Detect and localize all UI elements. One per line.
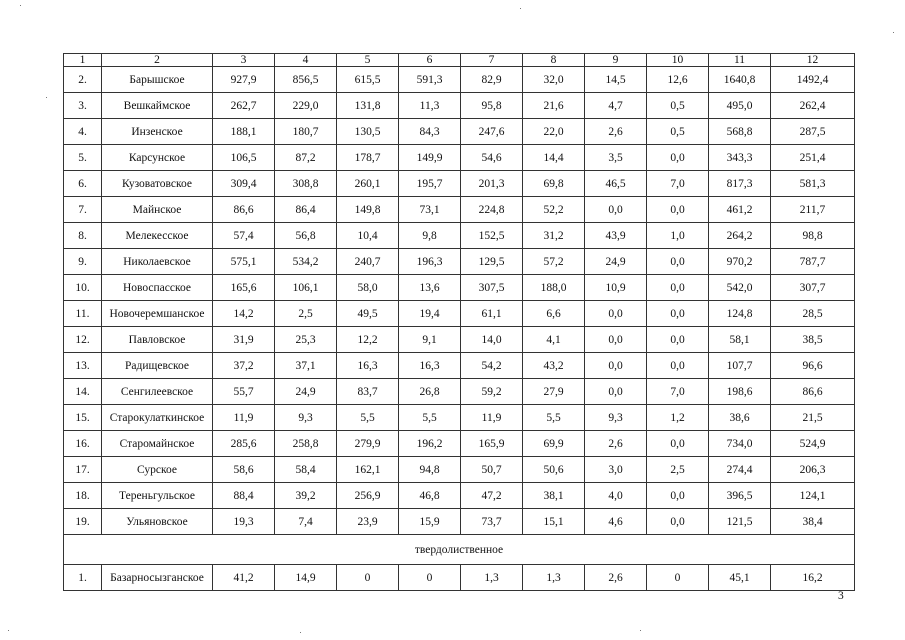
district-name-cell: Кузоватовское bbox=[102, 171, 213, 197]
district-name-cell: Барышское bbox=[102, 67, 213, 93]
value-cell: 734,0 bbox=[709, 431, 771, 457]
value-cell: 0,0 bbox=[647, 301, 709, 327]
value-cell: 0,0 bbox=[585, 197, 647, 223]
value-cell: 152,5 bbox=[461, 223, 523, 249]
value-cell: 21,6 bbox=[523, 93, 585, 119]
value-cell: 0,0 bbox=[585, 327, 647, 353]
row-number-cell: 8. bbox=[64, 223, 102, 249]
data-table bbox=[63, 53, 855, 591]
value-cell: 9,8 bbox=[399, 223, 461, 249]
value-cell: 149,9 bbox=[399, 145, 461, 171]
column-header: 7 bbox=[461, 54, 523, 67]
value-cell: 106,5 bbox=[213, 145, 275, 171]
value-cell: 43,9 bbox=[585, 223, 647, 249]
value-cell: 24,9 bbox=[275, 379, 337, 405]
value-cell: 50,6 bbox=[523, 457, 585, 483]
value-cell: 86,6 bbox=[771, 379, 855, 405]
row-number-cell: 11. bbox=[64, 301, 102, 327]
value-cell: 0,0 bbox=[647, 509, 709, 535]
value-cell: 73,1 bbox=[399, 197, 461, 223]
value-cell: 19,3 bbox=[213, 509, 275, 535]
value-cell: 309,4 bbox=[213, 171, 275, 197]
value-cell: 61,1 bbox=[461, 301, 523, 327]
value-cell: 56,8 bbox=[275, 223, 337, 249]
row-number-cell: 9. bbox=[64, 249, 102, 275]
value-cell: 6,6 bbox=[523, 301, 585, 327]
district-name-cell: Радищевское bbox=[102, 353, 213, 379]
value-cell: 14,9 bbox=[275, 565, 337, 591]
value-cell: 229,0 bbox=[275, 93, 337, 119]
value-cell: 0,0 bbox=[647, 353, 709, 379]
value-cell: 0,0 bbox=[647, 197, 709, 223]
table-row bbox=[64, 379, 855, 405]
value-cell: 38,5 bbox=[771, 327, 855, 353]
value-cell: 4,6 bbox=[585, 509, 647, 535]
page-number: 3 bbox=[838, 590, 844, 602]
section-row bbox=[64, 535, 855, 565]
row-number-cell: 17. bbox=[64, 457, 102, 483]
column-header: 9 bbox=[585, 54, 647, 67]
column-header: 2 bbox=[102, 54, 213, 67]
column-header: 11 bbox=[709, 54, 771, 67]
value-cell: 54,2 bbox=[461, 353, 523, 379]
value-cell: 258,8 bbox=[275, 431, 337, 457]
value-cell: 262,7 bbox=[213, 93, 275, 119]
value-cell: 95,8 bbox=[461, 93, 523, 119]
value-cell: 9,3 bbox=[585, 405, 647, 431]
district-name-cell: Инзенское bbox=[102, 119, 213, 145]
value-cell: 27,9 bbox=[523, 379, 585, 405]
value-cell: 121,5 bbox=[709, 509, 771, 535]
value-cell: 7,4 bbox=[275, 509, 337, 535]
table-row bbox=[64, 483, 855, 509]
value-cell: 188,1 bbox=[213, 119, 275, 145]
value-cell: 11,9 bbox=[461, 405, 523, 431]
table-row bbox=[64, 93, 855, 119]
value-cell: 195,7 bbox=[399, 171, 461, 197]
value-cell: 0,0 bbox=[585, 301, 647, 327]
value-cell: 11,9 bbox=[213, 405, 275, 431]
district-name-cell: Вешкаймское bbox=[102, 93, 213, 119]
value-cell: 534,2 bbox=[275, 249, 337, 275]
value-cell: 0,0 bbox=[647, 249, 709, 275]
value-cell: 9,3 bbox=[275, 405, 337, 431]
table-row bbox=[64, 565, 855, 591]
value-cell: 461,2 bbox=[709, 197, 771, 223]
value-cell: 28,5 bbox=[771, 301, 855, 327]
column-header: 4 bbox=[275, 54, 337, 67]
value-cell: 16,3 bbox=[337, 353, 399, 379]
table-row bbox=[64, 301, 855, 327]
table-row bbox=[64, 509, 855, 535]
value-cell: 23,9 bbox=[337, 509, 399, 535]
value-cell: 52,2 bbox=[523, 197, 585, 223]
value-cell: 46,5 bbox=[585, 171, 647, 197]
value-cell: 1,3 bbox=[461, 565, 523, 591]
value-cell: 21,5 bbox=[771, 405, 855, 431]
district-name-cell: Сурское bbox=[102, 457, 213, 483]
row-number-cell: 15. bbox=[64, 405, 102, 431]
value-cell: 19,4 bbox=[399, 301, 461, 327]
table-row bbox=[64, 275, 855, 301]
table-row bbox=[64, 197, 855, 223]
value-cell: 1,0 bbox=[647, 223, 709, 249]
row-number-cell: 13. bbox=[64, 353, 102, 379]
value-cell: 5,5 bbox=[523, 405, 585, 431]
value-cell: 26,8 bbox=[399, 379, 461, 405]
value-cell: 178,7 bbox=[337, 145, 399, 171]
value-cell: 107,7 bbox=[709, 353, 771, 379]
value-cell: 58,4 bbox=[275, 457, 337, 483]
value-cell: 24,9 bbox=[585, 249, 647, 275]
table-row bbox=[64, 327, 855, 353]
row-number-cell: 12. bbox=[64, 327, 102, 353]
value-cell: 31,2 bbox=[523, 223, 585, 249]
value-cell: 165,9 bbox=[461, 431, 523, 457]
value-cell: 49,5 bbox=[337, 301, 399, 327]
value-cell: 927,9 bbox=[213, 67, 275, 93]
value-cell: 240,7 bbox=[337, 249, 399, 275]
district-name-cell: Николаевское bbox=[102, 249, 213, 275]
value-cell: 7,0 bbox=[647, 379, 709, 405]
value-cell: 201,3 bbox=[461, 171, 523, 197]
district-name-cell: Новоспасское bbox=[102, 275, 213, 301]
value-cell: 0,0 bbox=[585, 353, 647, 379]
table-row bbox=[64, 405, 855, 431]
row-number-cell: 10. bbox=[64, 275, 102, 301]
value-cell: 3,5 bbox=[585, 145, 647, 171]
value-cell: 9,1 bbox=[399, 327, 461, 353]
value-cell: 69,9 bbox=[523, 431, 585, 457]
value-cell: 196,2 bbox=[399, 431, 461, 457]
table-row bbox=[64, 353, 855, 379]
value-cell: 16,2 bbox=[771, 565, 855, 591]
district-name-cell: Тереньгульское bbox=[102, 483, 213, 509]
value-cell: 0,0 bbox=[647, 431, 709, 457]
table-row bbox=[64, 249, 855, 275]
value-cell: 57,4 bbox=[213, 223, 275, 249]
column-header: 5 bbox=[337, 54, 399, 67]
value-cell: 343,3 bbox=[709, 145, 771, 171]
value-cell: 124,8 bbox=[709, 301, 771, 327]
value-cell: 130,5 bbox=[337, 119, 399, 145]
value-cell: 16,3 bbox=[399, 353, 461, 379]
value-cell: 1,3 bbox=[523, 565, 585, 591]
value-cell: 0,0 bbox=[647, 483, 709, 509]
district-name-cell: Павловское bbox=[102, 327, 213, 353]
value-cell: 575,1 bbox=[213, 249, 275, 275]
value-cell: 1492,4 bbox=[771, 67, 855, 93]
table-row bbox=[64, 171, 855, 197]
value-cell: 87,2 bbox=[275, 145, 337, 171]
value-cell: 38,1 bbox=[523, 483, 585, 509]
value-cell: 0 bbox=[647, 565, 709, 591]
column-header: 12 bbox=[771, 54, 855, 67]
value-cell: 45,1 bbox=[709, 565, 771, 591]
value-cell: 86,4 bbox=[275, 197, 337, 223]
value-cell: 0,0 bbox=[647, 145, 709, 171]
value-cell: 1640,8 bbox=[709, 67, 771, 93]
value-cell: 224,8 bbox=[461, 197, 523, 223]
table-row bbox=[64, 457, 855, 483]
value-cell: 94,8 bbox=[399, 457, 461, 483]
column-header: 10 bbox=[647, 54, 709, 67]
table-row bbox=[64, 223, 855, 249]
value-cell: 13,6 bbox=[399, 275, 461, 301]
value-cell: 149,8 bbox=[337, 197, 399, 223]
district-name-cell: Базарносызганское bbox=[102, 565, 213, 591]
value-cell: 10,9 bbox=[585, 275, 647, 301]
value-cell: 581,3 bbox=[771, 171, 855, 197]
value-cell: 188,0 bbox=[523, 275, 585, 301]
value-cell: 11,3 bbox=[399, 93, 461, 119]
column-header: 6 bbox=[399, 54, 461, 67]
value-cell: 5,5 bbox=[337, 405, 399, 431]
value-cell: 2,5 bbox=[275, 301, 337, 327]
value-cell: 14,5 bbox=[585, 67, 647, 93]
table-row bbox=[64, 67, 855, 93]
value-cell: 129,5 bbox=[461, 249, 523, 275]
value-cell: 856,5 bbox=[275, 67, 337, 93]
value-cell: 568,8 bbox=[709, 119, 771, 145]
value-cell: 396,5 bbox=[709, 483, 771, 509]
value-cell: 196,3 bbox=[399, 249, 461, 275]
value-cell: 15,1 bbox=[523, 509, 585, 535]
value-cell: 124,1 bbox=[771, 483, 855, 509]
row-number-cell: 19. bbox=[64, 509, 102, 535]
value-cell: 14,0 bbox=[461, 327, 523, 353]
value-cell: 1,2 bbox=[647, 405, 709, 431]
value-cell: 251,4 bbox=[771, 145, 855, 171]
value-cell: 162,1 bbox=[337, 457, 399, 483]
value-cell: 46,8 bbox=[399, 483, 461, 509]
value-cell: 307,5 bbox=[461, 275, 523, 301]
value-cell: 7,0 bbox=[647, 171, 709, 197]
value-cell: 211,7 bbox=[771, 197, 855, 223]
value-cell: 10,4 bbox=[337, 223, 399, 249]
value-cell: 0,0 bbox=[647, 327, 709, 353]
value-cell: 106,1 bbox=[275, 275, 337, 301]
value-cell: 247,6 bbox=[461, 119, 523, 145]
column-header: 1 bbox=[64, 54, 102, 67]
value-cell: 970,2 bbox=[709, 249, 771, 275]
value-cell: 96,6 bbox=[771, 353, 855, 379]
value-cell: 32,0 bbox=[523, 67, 585, 93]
value-cell: 2,6 bbox=[585, 431, 647, 457]
value-cell: 180,7 bbox=[275, 119, 337, 145]
value-cell: 256,9 bbox=[337, 483, 399, 509]
value-cell: 41,2 bbox=[213, 565, 275, 591]
value-cell: 165,6 bbox=[213, 275, 275, 301]
row-number-cell: 4. bbox=[64, 119, 102, 145]
value-cell: 5,5 bbox=[399, 405, 461, 431]
value-cell: 260,1 bbox=[337, 171, 399, 197]
district-name-cell: Сенгилеевское bbox=[102, 379, 213, 405]
value-cell: 82,9 bbox=[461, 67, 523, 93]
value-cell: 37,2 bbox=[213, 353, 275, 379]
value-cell: 307,7 bbox=[771, 275, 855, 301]
value-cell: 2,5 bbox=[647, 457, 709, 483]
value-cell: 2,6 bbox=[585, 119, 647, 145]
district-name-cell: Ульяновское bbox=[102, 509, 213, 535]
value-cell: 12,6 bbox=[647, 67, 709, 93]
value-cell: 47,2 bbox=[461, 483, 523, 509]
value-cell: 131,8 bbox=[337, 93, 399, 119]
column-header: 3 bbox=[213, 54, 275, 67]
value-cell: 88,4 bbox=[213, 483, 275, 509]
value-cell: 4,7 bbox=[585, 93, 647, 119]
value-cell: 3,0 bbox=[585, 457, 647, 483]
value-cell: 54,6 bbox=[461, 145, 523, 171]
value-cell: 308,8 bbox=[275, 171, 337, 197]
value-cell: 58,0 bbox=[337, 275, 399, 301]
value-cell: 198,6 bbox=[709, 379, 771, 405]
value-cell: 0,5 bbox=[647, 93, 709, 119]
header-row bbox=[64, 54, 855, 67]
value-cell: 264,2 bbox=[709, 223, 771, 249]
value-cell: 591,3 bbox=[399, 67, 461, 93]
value-cell: 22,0 bbox=[523, 119, 585, 145]
value-cell: 86,6 bbox=[213, 197, 275, 223]
value-cell: 0,0 bbox=[647, 275, 709, 301]
value-cell: 84,3 bbox=[399, 119, 461, 145]
value-cell: 262,4 bbox=[771, 93, 855, 119]
district-name-cell: Мелекесское bbox=[102, 223, 213, 249]
district-name-cell: Карсунское bbox=[102, 145, 213, 171]
value-cell: 31,9 bbox=[213, 327, 275, 353]
value-cell: 73,7 bbox=[461, 509, 523, 535]
value-cell: 279,9 bbox=[337, 431, 399, 457]
value-cell: 14,4 bbox=[523, 145, 585, 171]
row-number-cell: 6. bbox=[64, 171, 102, 197]
value-cell: 4,0 bbox=[585, 483, 647, 509]
value-cell: 83,7 bbox=[337, 379, 399, 405]
value-cell: 58,1 bbox=[709, 327, 771, 353]
table-row bbox=[64, 145, 855, 171]
row-number-cell: 2. bbox=[64, 67, 102, 93]
value-cell: 59,2 bbox=[461, 379, 523, 405]
value-cell: 50,7 bbox=[461, 457, 523, 483]
value-cell: 14,2 bbox=[213, 301, 275, 327]
value-cell: 0,5 bbox=[647, 119, 709, 145]
table-row bbox=[64, 431, 855, 457]
value-cell: 524,9 bbox=[771, 431, 855, 457]
section-title: твердолиственное bbox=[64, 535, 855, 565]
value-cell: 274,4 bbox=[709, 457, 771, 483]
value-cell: 37,1 bbox=[275, 353, 337, 379]
column-header: 8 bbox=[523, 54, 585, 67]
value-cell: 39,2 bbox=[275, 483, 337, 509]
row-number-cell: 5. bbox=[64, 145, 102, 171]
value-cell: 15,9 bbox=[399, 509, 461, 535]
value-cell: 542,0 bbox=[709, 275, 771, 301]
value-cell: 12,2 bbox=[337, 327, 399, 353]
value-cell: 43,2 bbox=[523, 353, 585, 379]
district-name-cell: Старомайнское bbox=[102, 431, 213, 457]
value-cell: 55,7 bbox=[213, 379, 275, 405]
value-cell: 4,1 bbox=[523, 327, 585, 353]
value-cell: 25,3 bbox=[275, 327, 337, 353]
district-name-cell: Новочеремшанское bbox=[102, 301, 213, 327]
value-cell: 817,3 bbox=[709, 171, 771, 197]
row-number-cell: 3. bbox=[64, 93, 102, 119]
value-cell: 98,8 bbox=[771, 223, 855, 249]
value-cell: 495,0 bbox=[709, 93, 771, 119]
value-cell: 0 bbox=[337, 565, 399, 591]
value-cell: 206,3 bbox=[771, 457, 855, 483]
value-cell: 38,6 bbox=[709, 405, 771, 431]
value-cell: 0,0 bbox=[585, 379, 647, 405]
row-number-cell: 14. bbox=[64, 379, 102, 405]
district-name-cell: Майнское bbox=[102, 197, 213, 223]
value-cell: 287,5 bbox=[771, 119, 855, 145]
row-number-cell: 18. bbox=[64, 483, 102, 509]
district-name-cell: Старокулаткинское bbox=[102, 405, 213, 431]
value-cell: 787,7 bbox=[771, 249, 855, 275]
value-cell: 285,6 bbox=[213, 431, 275, 457]
row-number-cell: 16. bbox=[64, 431, 102, 457]
value-cell: 58,6 bbox=[213, 457, 275, 483]
row-number-cell: 7. bbox=[64, 197, 102, 223]
value-cell: 57,2 bbox=[523, 249, 585, 275]
table-row bbox=[64, 119, 855, 145]
value-cell: 38,4 bbox=[771, 509, 855, 535]
value-cell: 0 bbox=[399, 565, 461, 591]
value-cell: 615,5 bbox=[337, 67, 399, 93]
value-cell: 69,8 bbox=[523, 171, 585, 197]
value-cell: 2,6 bbox=[585, 565, 647, 591]
row-number-cell: 1. bbox=[64, 565, 102, 591]
